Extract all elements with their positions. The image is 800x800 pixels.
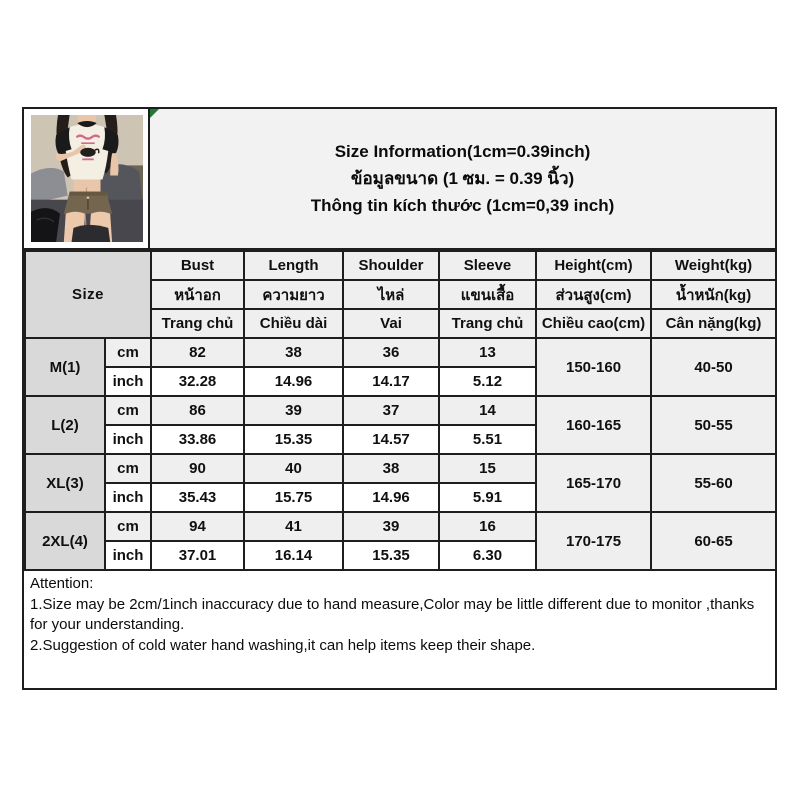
measurement-value-inch: 6.30 (439, 541, 536, 570)
unit-label-inch: inch (105, 541, 151, 570)
column-header-vi: Vai (343, 309, 439, 338)
size-table (24, 250, 777, 571)
column-header-vi: Trang chủ (439, 309, 536, 338)
product-photo-illustration (31, 115, 143, 242)
size-row-cm (25, 396, 776, 425)
size-chart-panel (22, 107, 777, 690)
size-row-label: L(2) (25, 396, 105, 454)
measurement-value-inch: 14.57 (343, 425, 439, 454)
measurement-value-cm: 41 (244, 512, 343, 541)
unit-label-cm: cm (105, 512, 151, 541)
measurement-value-inch: 5.12 (439, 367, 536, 396)
measurement-value-inch: 37.01 (151, 541, 244, 570)
weight-range: 60-65 (651, 512, 776, 570)
weight-range: 40-50 (651, 338, 776, 396)
measurement-value-cm: 13 (439, 338, 536, 367)
column-header-vi: Chiều cao(cm) (536, 309, 651, 338)
column-header-vi: Chiều dài (244, 309, 343, 338)
green-corner-marker-icon (150, 109, 159, 118)
title-block (150, 109, 775, 248)
measurement-value-cm: 16 (439, 512, 536, 541)
attention-note-2: 2.Suggestion of cold water hand washing,it can help items keep their shape. (30, 637, 536, 655)
title-thai: ข้อมูลขนาด (1 ซม. = 0.39 นิ้ว) (350, 168, 575, 188)
size-row-cm (25, 512, 776, 541)
measurement-value-inch: 14.96 (244, 367, 343, 396)
column-header-en: Weight(kg) (651, 251, 776, 280)
measurement-value-cm: 14 (439, 396, 536, 425)
unit-label-inch: inch (105, 367, 151, 396)
column-header-th: น้ำหนัก(kg) (651, 280, 776, 309)
size-row-cm (25, 454, 776, 483)
measurement-value-cm: 38 (343, 454, 439, 483)
column-header-th: ไหล่ (343, 280, 439, 309)
measurement-value-inch: 5.51 (439, 425, 536, 454)
size-corner-label: Size (25, 251, 151, 338)
column-header-en: Bust (151, 251, 244, 280)
height-range: 160-165 (536, 396, 651, 454)
measurement-value-cm: 94 (151, 512, 244, 541)
header-row (24, 109, 775, 250)
measurement-value-cm: 82 (151, 338, 244, 367)
unit-label-inch: inch (105, 483, 151, 512)
measurement-value-cm: 39 (343, 512, 439, 541)
measurement-value-inch: 16.14 (244, 541, 343, 570)
column-header-th: หน้าอก (151, 280, 244, 309)
column-header-en: Length (244, 251, 343, 280)
attention-heading: Attention: (30, 575, 94, 592)
measurement-value-inch: 15.35 (343, 541, 439, 570)
height-range: 165-170 (536, 454, 651, 512)
unit-label-cm: cm (105, 338, 151, 367)
size-row-cm (25, 338, 776, 367)
size-row-label: XL(3) (25, 454, 105, 512)
measurement-value-cm: 37 (343, 396, 439, 425)
height-range: 150-160 (536, 338, 651, 396)
column-header-en: Height(cm) (536, 251, 651, 280)
measurement-value-cm: 15 (439, 454, 536, 483)
measurement-value-cm: 39 (244, 396, 343, 425)
unit-label-cm: cm (105, 396, 151, 425)
column-header-en: Sleeve (439, 251, 536, 280)
measurement-value-cm: 90 (151, 454, 244, 483)
unit-label-inch: inch (105, 425, 151, 454)
attention-note-1: 1.Size may be 2cm/1inch inaccuracy due to hand measure,Color may be little different due to monitor ,thanks for your understanding. (30, 595, 755, 634)
size-row-label: 2XL(4) (25, 512, 105, 570)
measurement-value-cm: 86 (151, 396, 244, 425)
measurement-value-inch: 35.43 (151, 483, 244, 512)
column-header-vi: Trang chủ (151, 309, 244, 338)
measurement-value-inch: 14.17 (343, 367, 439, 396)
size-row-label: M(1) (25, 338, 105, 396)
measurement-value-inch: 32.28 (151, 367, 244, 396)
unit-label-cm: cm (105, 454, 151, 483)
column-header-en: Shoulder (343, 251, 439, 280)
product-photo (24, 109, 150, 248)
weight-range: 55-60 (651, 454, 776, 512)
column-header-vi: Cân nặng(kg) (651, 309, 776, 338)
title-vietnamese: Thông tin kích thước (1cm=0,39 inch) (310, 195, 615, 215)
measurement-value-cm: 36 (343, 338, 439, 367)
measurement-value-inch: 5.91 (439, 483, 536, 512)
column-header-th: ส่วนสูง(cm) (536, 280, 651, 309)
measurement-value-inch: 33.86 (151, 425, 244, 454)
height-range: 170-175 (536, 512, 651, 570)
measurement-value-inch: 15.35 (244, 425, 343, 454)
measurement-value-cm: 40 (244, 454, 343, 483)
weight-range: 50-55 (651, 396, 776, 454)
measurement-value-inch: 15.75 (244, 483, 343, 512)
title-english: Size Information(1cm=0.39inch) (334, 141, 591, 161)
column-header-th: ความยาว (244, 280, 343, 309)
attention-section (24, 571, 775, 688)
column-header-th: แขนเสื้อ (439, 280, 536, 309)
measurement-value-cm: 38 (244, 338, 343, 367)
measurement-value-inch: 14.96 (343, 483, 439, 512)
